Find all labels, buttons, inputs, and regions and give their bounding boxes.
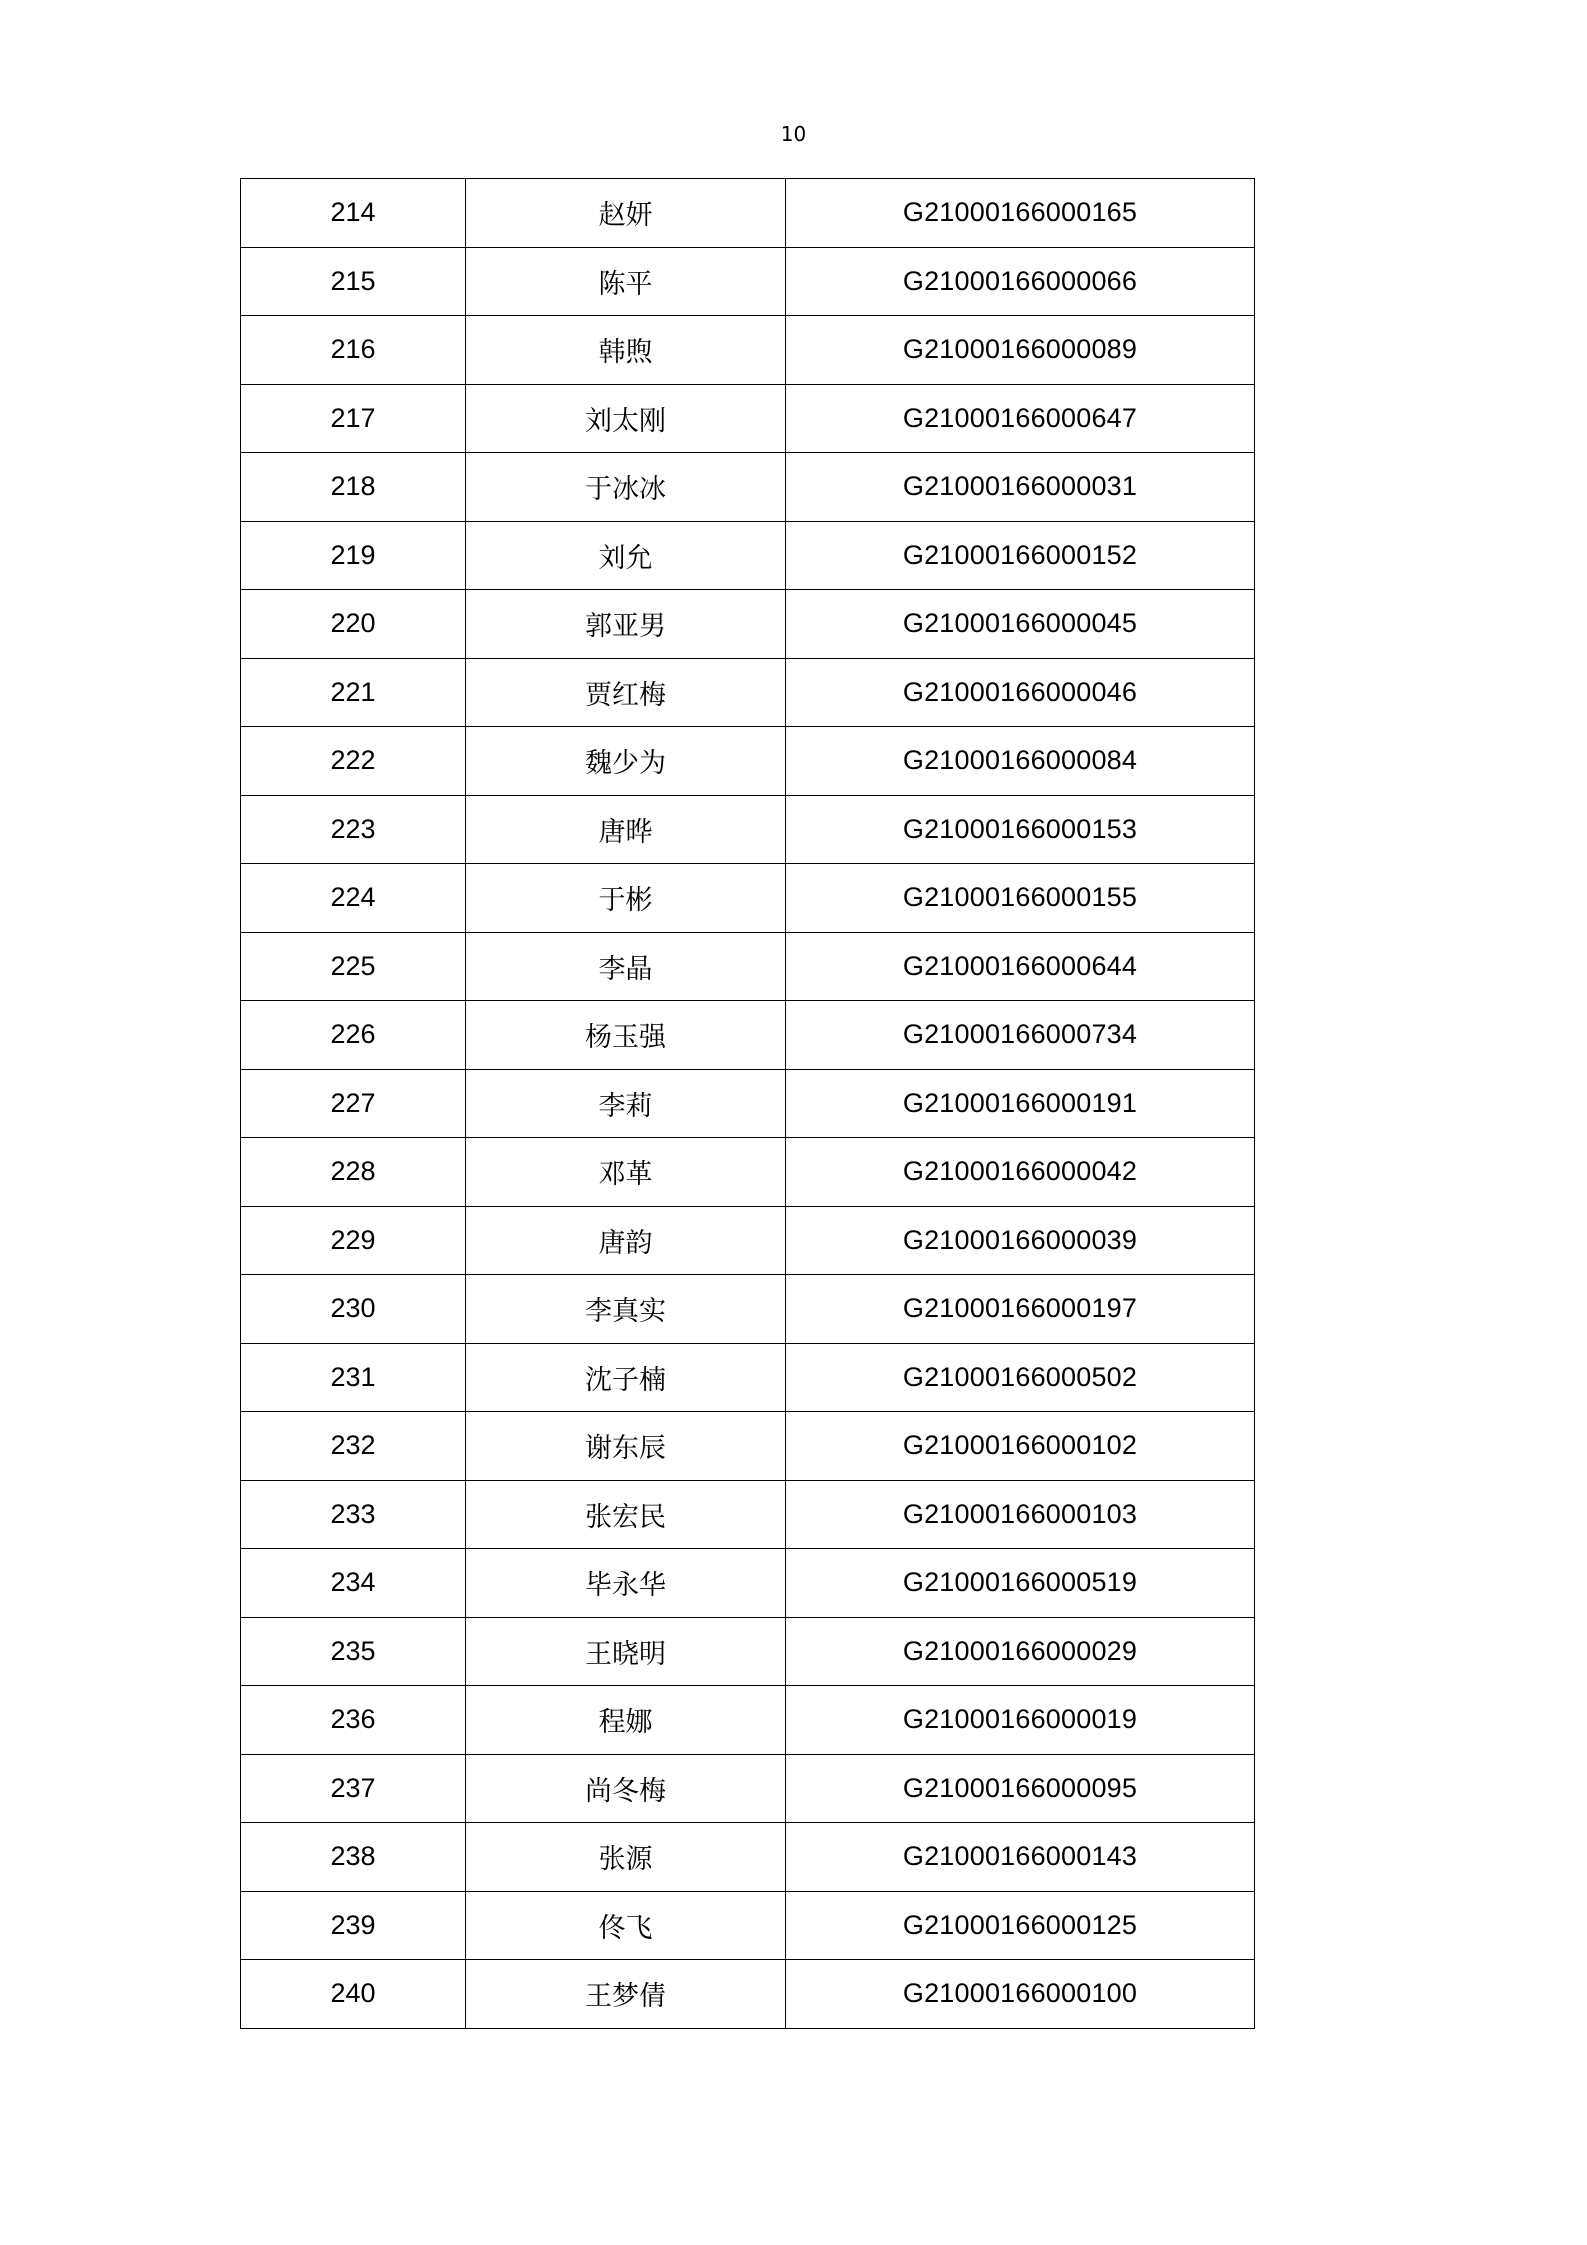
certificate-id-cell: G21000166000197 — [786, 1275, 1255, 1344]
name-cell: 尚冬梅 — [466, 1754, 786, 1823]
certificate-id-cell: G21000166000042 — [786, 1138, 1255, 1207]
row-number-cell: 219 — [241, 521, 466, 590]
table-row — [241, 179, 1255, 248]
table-row — [241, 1412, 1255, 1481]
name-cell: 李莉 — [466, 1069, 786, 1138]
table-row — [241, 1754, 1255, 1823]
name-cell: 唐韵 — [466, 1206, 786, 1275]
name-cell: 李真实 — [466, 1275, 786, 1344]
row-number-cell: 218 — [241, 453, 466, 522]
table-row — [241, 316, 1255, 385]
name-cell: 李晶 — [466, 932, 786, 1001]
row-number-cell: 239 — [241, 1891, 466, 1960]
name-cell: 唐晔 — [466, 795, 786, 864]
page-number: 10 — [780, 122, 807, 146]
table-row — [241, 521, 1255, 590]
table-row — [241, 1343, 1255, 1412]
table-row — [241, 1617, 1255, 1686]
table-row — [241, 590, 1255, 659]
certificate-id-cell: G21000166000066 — [786, 247, 1255, 316]
name-cell: 谢东辰 — [466, 1412, 786, 1481]
certificate-id-cell: G21000166000102 — [786, 1412, 1255, 1481]
row-number-cell: 233 — [241, 1480, 466, 1549]
name-cell: 王晓明 — [466, 1617, 786, 1686]
row-number-cell: 238 — [241, 1823, 466, 1892]
certificate-id-cell: G21000166000191 — [786, 1069, 1255, 1138]
name-cell: 赵妍 — [466, 179, 786, 248]
certificate-id-cell: G21000166000519 — [786, 1549, 1255, 1618]
row-number-cell: 216 — [241, 316, 466, 385]
table-row — [241, 1823, 1255, 1892]
table-row — [241, 453, 1255, 522]
table-row — [241, 1206, 1255, 1275]
table-row — [241, 795, 1255, 864]
row-number-cell: 221 — [241, 658, 466, 727]
name-cell: 程娜 — [466, 1686, 786, 1755]
certificate-id-cell: G21000166000165 — [786, 179, 1255, 248]
name-cell: 陈平 — [466, 247, 786, 316]
row-number-cell: 214 — [241, 179, 466, 248]
name-cell: 韩煦 — [466, 316, 786, 385]
row-number-cell: 236 — [241, 1686, 466, 1755]
table-row — [241, 1549, 1255, 1618]
name-cell: 魏少为 — [466, 727, 786, 796]
row-number-cell: 227 — [241, 1069, 466, 1138]
row-number-cell: 225 — [241, 932, 466, 1001]
name-cell: 贾红梅 — [466, 658, 786, 727]
row-number-cell: 226 — [241, 1001, 466, 1070]
table-row — [241, 864, 1255, 933]
certificate-id-cell: G21000166000155 — [786, 864, 1255, 933]
certificate-id-cell: G21000166000019 — [786, 1686, 1255, 1755]
row-number-cell: 231 — [241, 1343, 466, 1412]
name-cell: 杨玉强 — [466, 1001, 786, 1070]
name-cell: 佟飞 — [466, 1891, 786, 1960]
certificate-id-cell: G21000166000153 — [786, 795, 1255, 864]
row-number-cell: 223 — [241, 795, 466, 864]
table-row — [241, 1138, 1255, 1207]
table-row — [241, 247, 1255, 316]
name-cell: 邓革 — [466, 1138, 786, 1207]
certificate-id-cell: G21000166000644 — [786, 932, 1255, 1001]
certificate-id-cell: G21000166000084 — [786, 727, 1255, 796]
certificate-id-cell: G21000166000502 — [786, 1343, 1255, 1412]
table-row — [241, 1480, 1255, 1549]
row-number-cell: 215 — [241, 247, 466, 316]
certificate-id-cell: G21000166000029 — [786, 1617, 1255, 1686]
table-row — [241, 932, 1255, 1001]
row-number-cell: 234 — [241, 1549, 466, 1618]
certificate-id-cell: G21000166000089 — [786, 316, 1255, 385]
row-number-cell: 220 — [241, 590, 466, 659]
row-number-cell: 237 — [241, 1754, 466, 1823]
certificate-id-cell: G21000166000647 — [786, 384, 1255, 453]
row-number-cell: 235 — [241, 1617, 466, 1686]
row-number-cell: 228 — [241, 1138, 466, 1207]
row-number-cell: 222 — [241, 727, 466, 796]
certificate-id-cell: G21000166000039 — [786, 1206, 1255, 1275]
certificate-id-cell: G21000166000095 — [786, 1754, 1255, 1823]
certificate-id-cell: G21000166000046 — [786, 658, 1255, 727]
name-cell: 毕永华 — [466, 1549, 786, 1618]
table-row — [241, 384, 1255, 453]
table-row — [241, 1069, 1255, 1138]
table-row — [241, 1960, 1255, 2029]
row-number-cell: 224 — [241, 864, 466, 933]
name-cell: 郭亚男 — [466, 590, 786, 659]
row-number-cell: 230 — [241, 1275, 466, 1344]
name-cell: 张源 — [466, 1823, 786, 1892]
certificate-id-cell: G21000166000143 — [786, 1823, 1255, 1892]
row-number-cell: 232 — [241, 1412, 466, 1481]
name-cell: 于彬 — [466, 864, 786, 933]
certificate-id-cell: G21000166000103 — [786, 1480, 1255, 1549]
roster-table — [240, 178, 1255, 2029]
certificate-id-cell: G21000166000031 — [786, 453, 1255, 522]
row-number-cell: 229 — [241, 1206, 466, 1275]
certificate-id-cell: G21000166000100 — [786, 1960, 1255, 2029]
name-cell: 刘太刚 — [466, 384, 786, 453]
name-cell: 沈子楠 — [466, 1343, 786, 1412]
table-row — [241, 658, 1255, 727]
certificate-id-cell: G21000166000734 — [786, 1001, 1255, 1070]
row-number-cell: 240 — [241, 1960, 466, 2029]
table-row — [241, 1001, 1255, 1070]
certificate-id-cell: G21000166000152 — [786, 521, 1255, 590]
table-row — [241, 1275, 1255, 1344]
table-row — [241, 1891, 1255, 1960]
name-cell: 张宏民 — [466, 1480, 786, 1549]
name-cell: 王梦倩 — [466, 1960, 786, 2029]
name-cell: 于冰冰 — [466, 453, 786, 522]
table-row — [241, 1686, 1255, 1755]
certificate-id-cell: G21000166000125 — [786, 1891, 1255, 1960]
name-cell: 刘允 — [466, 521, 786, 590]
row-number-cell: 217 — [241, 384, 466, 453]
table-row — [241, 727, 1255, 796]
roster-table-body — [241, 179, 1255, 2029]
certificate-id-cell: G21000166000045 — [786, 590, 1255, 659]
